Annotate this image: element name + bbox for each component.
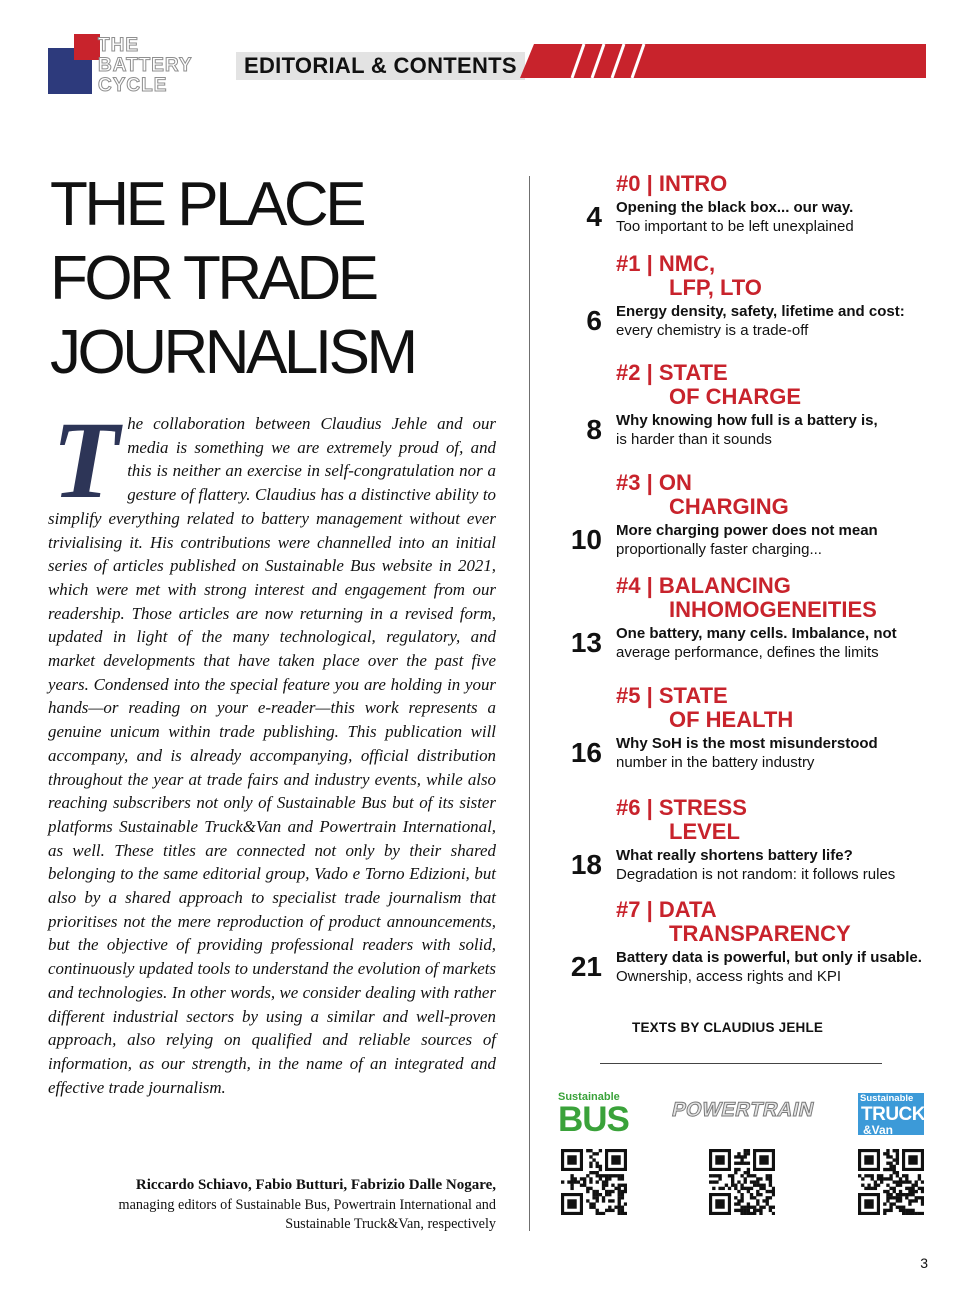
qr-code-icon[interactable] (858, 1149, 924, 1215)
page-title-line: FOR TRADE (50, 244, 376, 313)
signature-role: managing editors of Sustainable Bus, Powertrain International and (118, 1196, 496, 1213)
toc-entry[interactable] (556, 252, 936, 340)
toc-desc-bold: More charging power does not mean (616, 522, 878, 539)
toc-row (556, 846, 936, 884)
toc-description (616, 411, 936, 449)
toc-heading (616, 796, 936, 844)
toc-desc-regular: Degradation is not random: it follows rules (616, 866, 896, 883)
toc-heading-line: #2 | STATE (616, 360, 728, 385)
toc-description (616, 948, 936, 986)
horizontal-divider (600, 1063, 882, 1064)
toc-heading-line: #0 | INTRO (616, 171, 728, 196)
logo-text-line: BATTERY (98, 55, 193, 76)
toc-heading (616, 471, 936, 519)
page-title (50, 168, 520, 390)
toc-description (616, 521, 936, 559)
toc-row (556, 302, 936, 340)
toc-heading-line: #7 | DATA (616, 897, 717, 922)
toc-desc-bold: Opening the black box... our way. (616, 199, 854, 216)
toc-desc-regular: number in the battery industry (616, 754, 815, 771)
toc-desc-regular: average performance, defines the limits (616, 644, 879, 661)
toc-heading (616, 684, 936, 732)
toc-entry[interactable] (556, 172, 936, 236)
toc-row (556, 734, 936, 772)
toc-heading-line: #3 | ON (616, 470, 692, 495)
page-number: 3 (920, 1255, 928, 1271)
qr-code-icon[interactable] (561, 1149, 627, 1215)
toc-entry[interactable] (556, 574, 936, 662)
qr-code-icon[interactable] (709, 1149, 775, 1215)
toc-desc-bold: Why knowing how full is a battery is, (616, 412, 878, 429)
toc-desc-bold: Why SoH is the most misunderstood (616, 735, 878, 752)
toc-heading-line: INHOMOGENEITIES (669, 597, 877, 622)
toc-desc-bold: One battery, many cells. Imbalance, not (616, 625, 897, 642)
logo-red-block (74, 34, 100, 60)
toc-row (556, 521, 936, 559)
toc-entry[interactable] (556, 361, 936, 449)
toc-heading-line: #6 | STRESS (616, 795, 747, 820)
toc-page-number: 18 (570, 849, 602, 880)
page-title-line: JOURNALISM (50, 318, 415, 387)
brand-truck-small: Sustainable (860, 1093, 914, 1104)
logo-text-line: THE (98, 35, 139, 56)
toc-heading-line: OF HEALTH (669, 707, 794, 732)
brand-truck-amp: &Van (863, 1123, 894, 1137)
toc-heading-line: #1 | NMC, (616, 251, 716, 276)
brand-bus-big: BUS (558, 1100, 629, 1139)
author-credit: TEXTS BY CLAUDIUS JEHLE (632, 1020, 824, 1035)
toc-heading (616, 361, 936, 409)
article-body: he collaboration between Claudius Jehle and our media is something we are extremely proud of, and this is neither an exercise in self-congratulation nor a gesture of flattery. Claudius has a distinctive ability to simplify everything related to battery management without ever trivialising it. His contributions were channelled into an initial series of articles published on Sustainable Bus website in 2021, which were met with strong interest and engagement from our readership. Those articles are now returning in a revised form, updated in light of the many technological, regulatory, and market developments that have taken place over the past five years. Condensed into the special feature you are holding in your hands—or reading on your e-reader—this work represents a genuine unicum within trade publishing. This publication will accompany, and is already accompanying, official distribution throughout the year at trade fairs and industry events, while also reaching subscribers not only of Sustainable Bus but of its sister platforms Sustainable Truck&Van and Powertrain International, as well. These titles are connected not only by their shared belonging to the same editorial group, Vado e Torno Edizioni, but also by a shared approach to specialist trade journalism that prioritises not the mere reproduction of product announcements, but the objective of providing professional readers with solid, continuously updated tools to understand the evolution of markets and technologies. In other words, we consider dealing with rather different industrial sectors by using a similar and well-proven approach, also relying on qualified and reliable sources of information, as our strength, in the name of an integrated and effective trade journalism. (48, 414, 496, 1097)
toc-row (556, 948, 936, 986)
toc-description (616, 198, 936, 236)
toc-entry[interactable] (556, 796, 936, 884)
toc-description (616, 624, 936, 662)
toc-heading-line: LFP, LTO (669, 275, 762, 300)
toc-description (616, 846, 936, 884)
toc-desc-regular: every chemistry is a trade-off (616, 322, 809, 339)
toc-row (556, 411, 936, 449)
toc-desc-regular: Too important to be left unexplained (616, 218, 854, 235)
toc-page-number: 13 (570, 627, 602, 658)
toc-page-number: 16 (570, 737, 602, 768)
toc-page-number: 8 (586, 414, 602, 445)
sustainable-bus-logo[interactable] (558, 1091, 630, 1137)
section-title: EDITORIAL & CONTENTS (236, 52, 525, 80)
signature-role: Sustainable Truck&Van, respectively (285, 1216, 496, 1232)
toc-page-number: 10 (570, 524, 602, 555)
brand-bus-small: Sustainable (558, 1091, 620, 1103)
editorial-article (48, 399, 496, 1099)
toc-heading (616, 898, 936, 946)
toc-page-number: 21 (570, 951, 602, 982)
drop-cap: T (52, 399, 120, 521)
toc-heading-line: CHARGING (669, 494, 789, 519)
toc-heading (616, 172, 936, 196)
column-divider (529, 176, 530, 1231)
page-title-line: THE PLACE (50, 170, 364, 239)
brand-truck-big: TRUCK (861, 1104, 925, 1125)
toc-page-number: 4 (586, 201, 602, 232)
toc-desc-regular: proportionally faster charging... (616, 541, 822, 558)
toc-entry[interactable] (556, 898, 936, 986)
toc-heading (616, 252, 936, 300)
toc-desc-bold: Energy density, safety, lifetime and cost: (616, 303, 905, 320)
toc-desc-bold: Battery data is powerful, but only if usable. (616, 949, 922, 966)
toc-row (556, 624, 936, 662)
powertrain-logo[interactable]: POWERTRAIN (670, 1099, 817, 1121)
toc-row (556, 198, 936, 236)
toc-description (616, 302, 936, 340)
sustainable-truck-van-logo[interactable] (858, 1093, 924, 1135)
toc-desc-regular: is harder than it sounds (616, 431, 772, 448)
toc-heading-line: TRANSPARENCY (669, 921, 851, 946)
toc-heading (616, 574, 936, 622)
toc-desc-regular: Ownership, access rights and KPI (616, 968, 842, 985)
signature-names: Riccardo Schiavo, Fabio Butturi, Fabrizio Dalle Nogare, (135, 1177, 496, 1193)
toc-heading-line: LEVEL (669, 819, 740, 844)
toc-heading-line: OF CHARGE (669, 384, 801, 409)
toc-entry[interactable] (556, 471, 936, 559)
toc-heading-line: #4 | BALANCING (616, 573, 791, 598)
toc-description (616, 734, 936, 772)
header-stripe-bar (520, 44, 926, 78)
toc-entry[interactable] (556, 684, 936, 772)
toc-desc-bold: What really shortens battery life? (616, 847, 853, 864)
toc-page-number: 6 (586, 305, 602, 336)
publication-logo (48, 34, 230, 98)
logo-text-line: CYCLE (98, 75, 168, 96)
toc-heading-line: #5 | STATE (616, 683, 728, 708)
editorial-signature (48, 1176, 496, 1235)
